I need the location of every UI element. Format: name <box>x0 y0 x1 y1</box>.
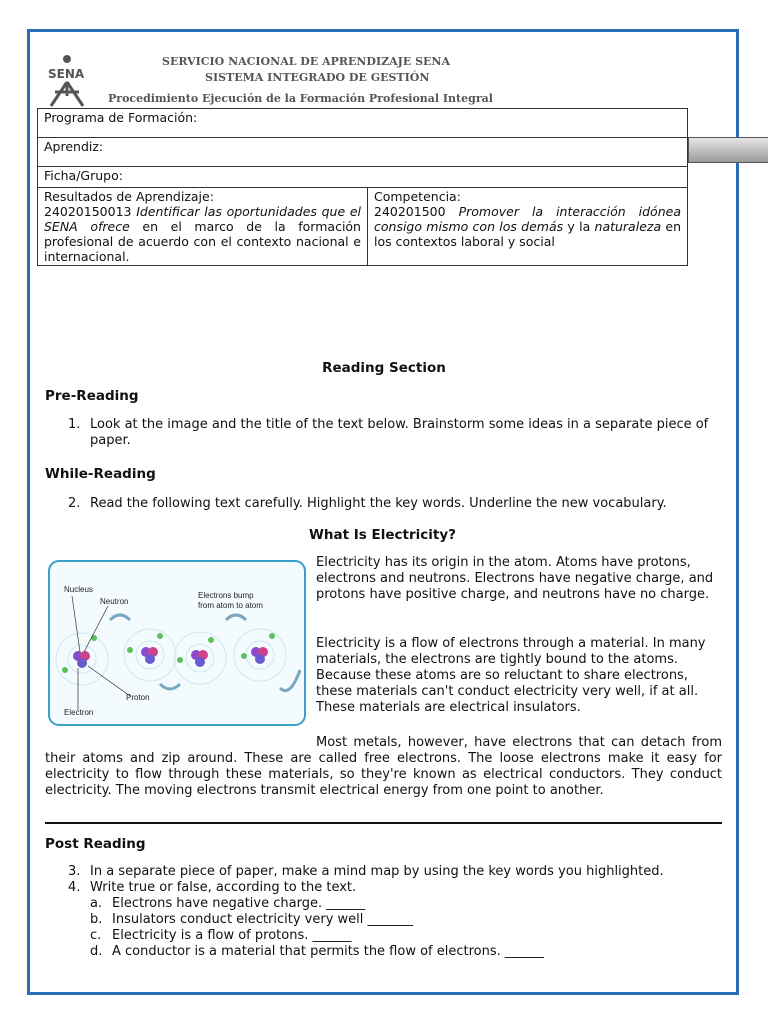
item4-number: 4. <box>68 880 81 895</box>
item3-text: In a separate piece of paper, make a mind map by using the key words you highlighted. <box>90 864 664 879</box>
pre-reading-heading: Pre-Reading <box>45 388 139 404</box>
item-c-letter: c. <box>90 928 102 943</box>
svg-text:Electrons bump: Electrons bump <box>198 591 254 600</box>
resultados-code: 24020150013 <box>44 204 132 219</box>
item1-number: 1. <box>68 417 81 432</box>
divider <box>45 822 722 824</box>
resultados-cell <box>38 188 368 266</box>
procedure-name: Procedimiento Ejecución de la Formación Profesional Integral <box>108 92 493 105</box>
ficha-field: Ficha/Grupo: <box>38 167 688 188</box>
svg-text:Nucleus: Nucleus <box>64 585 93 594</box>
resultados-rest: en el marco de la formación profesional de acuerdo con el contexto nacional e internacional. <box>44 219 361 264</box>
svg-text:Neutron: Neutron <box>100 597 129 606</box>
item-d-letter: d. <box>90 944 103 959</box>
text-title: What Is Electricity? <box>309 527 456 543</box>
post-reading-heading: Post Reading <box>45 836 146 852</box>
resultados-label: Resultados de Aprendizaje: <box>44 189 214 204</box>
sena-logo <box>45 52 107 108</box>
system-name: SISTEMA INTEGRADO DE GESTIÓN <box>205 71 430 84</box>
aprendiz-field: Aprendiz: <box>38 138 688 167</box>
programa-field: Programa de Formación: <box>38 109 688 138</box>
info-table <box>37 108 688 266</box>
item1-text: Look at the image and the title of the text below. Brainstorm some ideas in a separate piece of paper. <box>90 417 709 448</box>
resultados-italic: Identificar las oportunidades que el SENA ofrece <box>44 204 361 234</box>
org-name: SERVICIO NACIONAL DE APRENDIZAJE SENA <box>162 55 451 68</box>
svg-text:Electron: Electron <box>64 708 94 717</box>
competencia-rest: en los contextos laboral y social <box>374 219 681 249</box>
while-reading-heading: While-Reading <box>45 466 156 482</box>
document-header <box>45 52 685 108</box>
paragraph-3: Most metals, however, have electrons that can detach from their atoms and zip around. These are called free electrons. The loose electrons make it easy for electricity to flow through these materials, so they're known as electrical conductors. They conduct electricity. The moving electrons transmit electrical energy from one point to another. <box>45 735 722 798</box>
item-a-text: Electrons have negative charge. ______ <box>112 896 366 911</box>
item-a-letter: a. <box>90 896 103 911</box>
section-title: Reading Section <box>322 360 446 376</box>
item2-number: 2. <box>68 496 81 511</box>
competencia-label: Competencia: <box>374 189 461 204</box>
svg-text:from atom to atom: from atom to atom <box>198 601 263 610</box>
svg-text:SENA: SENA <box>48 67 85 81</box>
competencia-italic: Promover la interacción idónea consigo mismo con los demás <box>374 204 681 234</box>
competencia-mid: y la <box>563 219 595 234</box>
item-b-letter: b. <box>90 912 103 927</box>
competencia-italic-2: naturaleza <box>594 219 662 234</box>
competencia-cell <box>368 188 688 266</box>
paragraph-2: Electricity is a flow of electrons through a material. In many materials, the electrons are tightly bound to the atoms. Because these atoms are so reluctant to share electrons, these materials can't conduct electricity very well, if at all. These materials are electrical insulators. <box>316 636 706 715</box>
item-b-text: Insulators conduct electricity very well _______ <box>112 912 414 927</box>
competencia-code: 240201500 <box>374 204 446 219</box>
paragraph-1: Electricity has its origin in the atom. Atoms have protons, electrons and neutrons. Electrons have negative charge, and protons have positive charge, and neutrons have no charge. <box>316 555 714 602</box>
item2-text: Read the following text carefully. Highlight the key words. Underline the new vocabulary. <box>90 496 667 511</box>
item-c-text: Electricity is a flow of protons. ______ <box>112 928 352 943</box>
svg-text:Proton: Proton <box>126 693 150 702</box>
atom-electron-figure <box>48 560 306 726</box>
item3-number: 3. <box>68 864 81 879</box>
item-d-text: A conductor is a material that permits the flow of electrons. ______ <box>112 944 544 959</box>
side-tab <box>688 137 768 163</box>
item4-text: Write true or false, according to the text. <box>90 880 357 895</box>
